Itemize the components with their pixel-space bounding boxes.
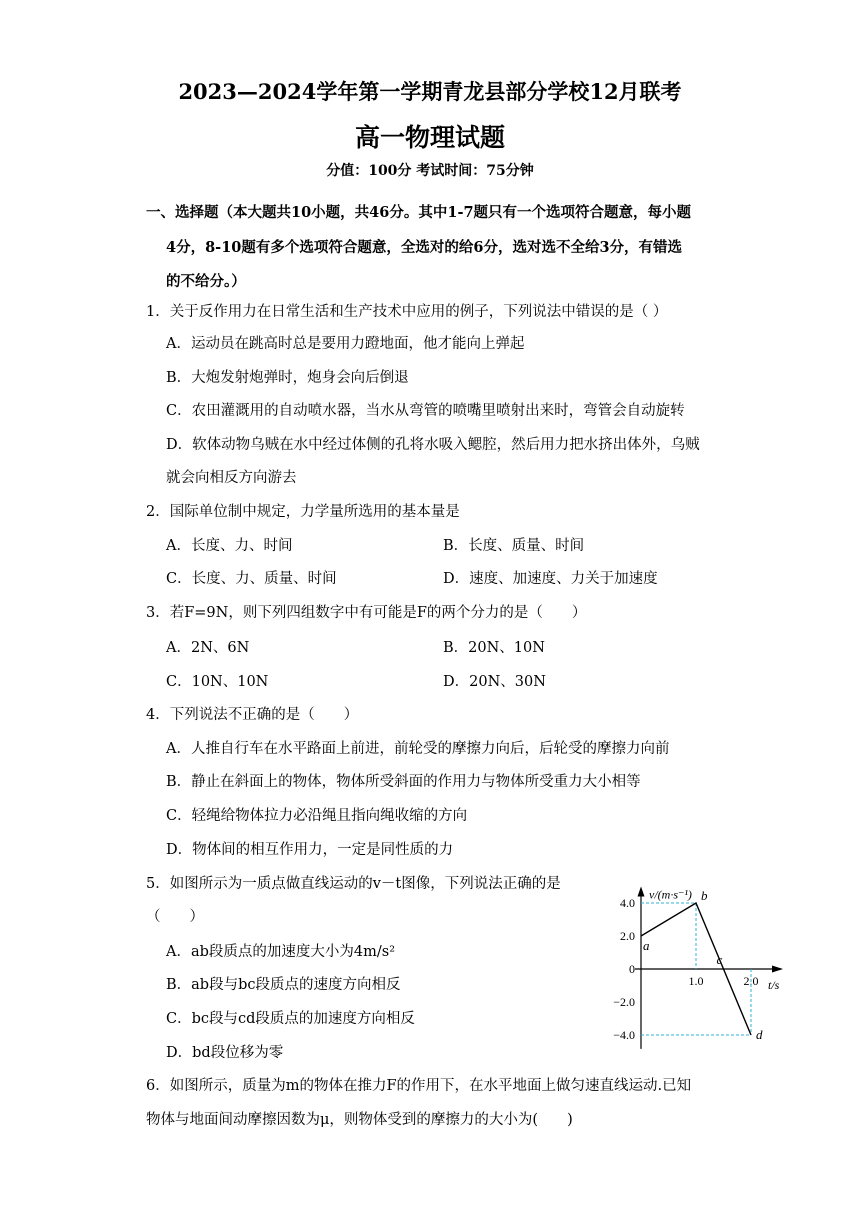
q1-option-c: C．农田灌溉用的自动喷水器，当水从弯管的喷嘴里喷射出来时，弯管会自动旋转 [166, 403, 685, 419]
y-tick-label: 4.0 [620, 896, 635, 910]
section-heading-line-3: 的不给分。） [166, 273, 246, 290]
q5-option-c: C．bc段与cd段质点的加速度方向相反 [166, 1011, 415, 1027]
q2-option-a: A．长度、力、时间 [166, 538, 293, 554]
y-tick-label: −2.0 [613, 995, 635, 1009]
q4-option-c: C．轻绳给物体拉力必沿绳且指向绳收缩的方向 [166, 808, 468, 824]
q2-option-c: C．长度、力、质量、时间 [166, 571, 337, 587]
section-heading-line-1: 一、选择题（本大题共10小题，共46分。其中1-7题只有一个选项符合题意，每小题 [146, 204, 692, 221]
point-label-a: a [643, 938, 650, 953]
q3-option-b: B．20N、10N [443, 640, 545, 656]
y-tick-label: 2.0 [620, 929, 635, 943]
vt-chart [600, 868, 800, 1058]
q5-option-a: A．ab段质点的加速度大小为4m/s² [166, 944, 396, 960]
q2-option-d: D．速度、加速度、力关于加速度 [443, 571, 658, 587]
x-tick-label: 1.0 [688, 974, 704, 988]
point-label-c: c [716, 952, 723, 967]
q4-option-b: B．静止在斜面上的物体，物体所受斜面的作用力与物体所受重力大小相等 [166, 774, 641, 790]
q1-option-a: A．运动员在跳高时总是要用力蹬地面，他才能向上弹起 [166, 336, 525, 352]
q5-stem: 5．如图所示为一质点做直线运动的v－t图像，下列说法正确的是 [146, 876, 561, 892]
q4-stem: 4．下列说法不正确的是（ ） [146, 707, 359, 723]
exam-title: 2023—2024学年第一学期青龙县部分学校12月联考 [178, 79, 682, 104]
y-tick-label: −4.0 [613, 1028, 635, 1042]
exam-meta: 分值：100分 考试时间：75分钟 [326, 163, 534, 179]
x-tick-label: 2.0 [743, 974, 759, 988]
q3-option-c: C．10N、10N [166, 674, 269, 690]
q2-stem: 2．国际单位制中规定，力学量所选用的基本量是 [146, 504, 460, 520]
q3-option-a: A．2N、6N [166, 640, 250, 656]
q4-option-d: D．物体间的相互作用力，一定是同性质的力 [166, 842, 454, 858]
x-axis-label: t/s [768, 978, 780, 992]
q5-option-d: D．bd段位移为零 [166, 1045, 284, 1061]
y-axis-label: v/(m·s⁻¹) [649, 887, 692, 902]
q2-option-b: B．长度、质量、时间 [443, 538, 585, 554]
exam-subtitle: 高一物理试题 [354, 123, 505, 152]
q5-option-b: B．ab段与bc段质点的速度方向相反 [166, 977, 401, 993]
q1-stem: 1．关于反作用力在日常生活和生产技术中应用的例子，下列说法中错误的是（ ） [146, 304, 668, 320]
section-heading-line-2: 4分，8-10题有多个选项符合题意，全选对的给6分，选对选不全给3分，有错选 [166, 239, 683, 256]
point-label-d: d [756, 1027, 763, 1042]
q1-option-d: D．软体动物乌贼在水中经过体侧的孔将水吸入鳃腔，然后用力把水挤出体外，乌贼 [166, 437, 700, 453]
y-axis-arrow [638, 887, 645, 897]
q1-option-d-cont: 就会向相反方向游去 [166, 470, 297, 486]
q6-line-2: 物体与地面间动摩擦因数为μ，则物体受到的摩擦力的大小为( ) [146, 1112, 573, 1128]
point-label-b: b [701, 888, 708, 903]
q1-option-b: B．大炮发射炮弹时，炮身会向后倒退 [166, 370, 409, 386]
y-tick-label: 0 [629, 962, 635, 976]
q4-option-a: A．人推自行车在水平路面上前进，前轮受的摩擦力向后，后轮受的摩擦力向前 [166, 741, 670, 757]
q3-option-d: D．20N、30N [443, 674, 546, 690]
q3-stem: 3．若F=9N，则下列四组数字中有可能是F的两个分力的是（ ） [146, 605, 587, 621]
x-axis-arrow [772, 966, 783, 973]
q6-line-1: 6．如图所示，质量为m的物体在推力F的作用下，在水平地面上做匀速直线运动.已知 [146, 1078, 692, 1094]
q5-paren: （ ） [146, 909, 204, 925]
